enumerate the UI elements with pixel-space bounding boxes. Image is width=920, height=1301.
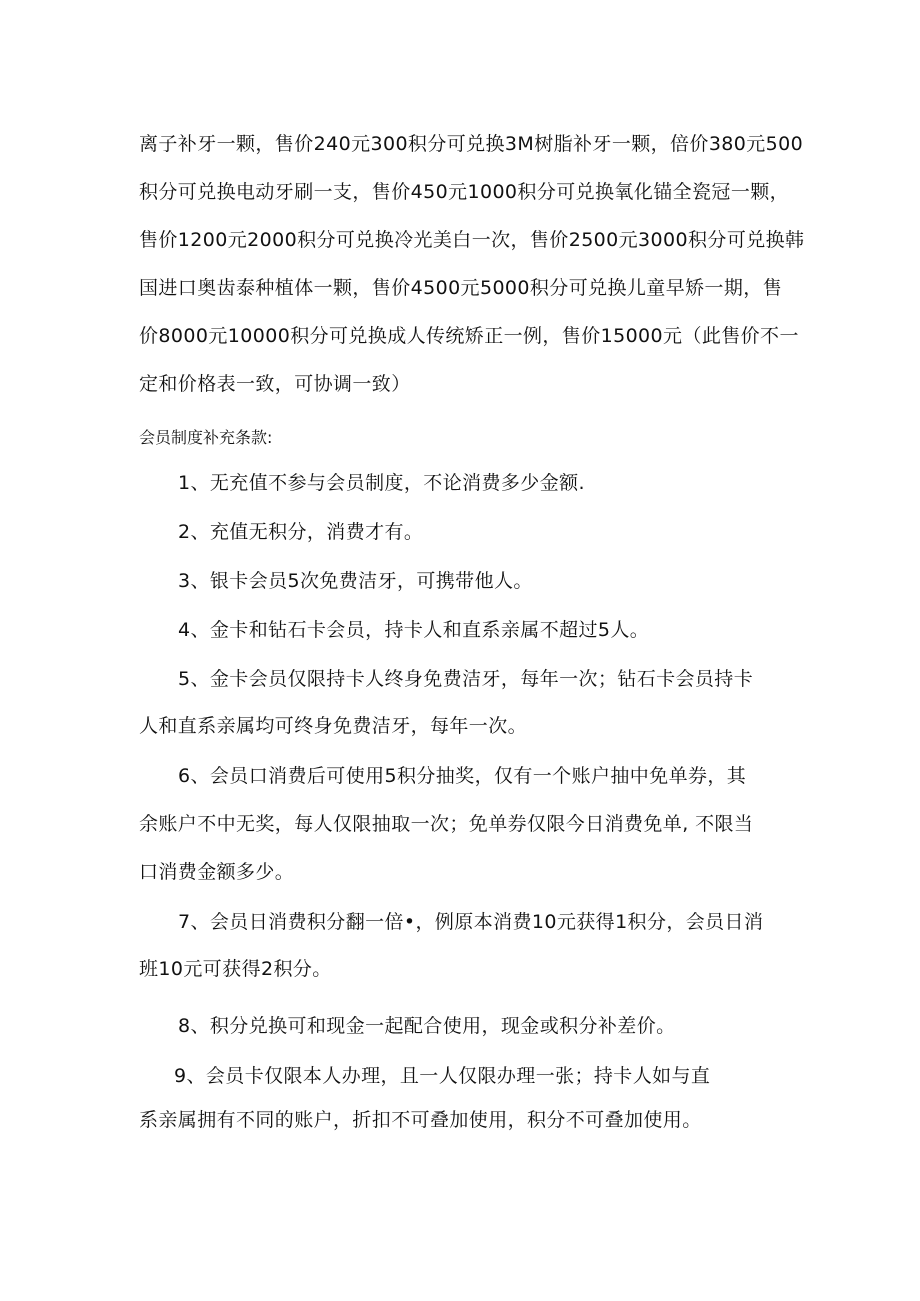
clause-4-line-1: 4、金卡和钻石卡会员，持卡人和直系亲属不超过5人。 (178, 619, 650, 641)
intro-line-1: 离子补牙一颗，售价240元300积分可兑换3M树脂补牙一颗，倍价380元500 (139, 133, 804, 155)
clause-6-line-3: 口消费金额多少。 (139, 861, 295, 883)
intro-line-2: 积分可兑换电动牙刷一支，售价450元1000积分可兑换氧化锚全瓷冠一颗， (139, 181, 790, 203)
intro-line-4: 国进口奥齿泰种植体一颗，售价4500元5000积分可兑换儿童早矫一期，售 (139, 277, 783, 299)
clause-8-line-1: 8、积分兑换可和现金一起配合使用，现金或积分补差价。 (178, 1015, 676, 1037)
clause-5-line-2: 人和直系亲属均可终身免费洁牙，每年一次。 (139, 715, 528, 737)
clause-1-line-1: 1、无充值不参与会员制度，不论消费多少金额. (178, 472, 585, 494)
clause-6-line-1: 6、会员口消费后可使用5积分抽奖，仅有一个账户抽中免单券，其 (178, 765, 747, 787)
clause-7-line-1: 7、会员日消费积分翻一倍•，例原本消费10元获得1积分，会员日消 (178, 911, 764, 933)
clause-7-line-2: 班10元可获得2积分。 (139, 958, 332, 980)
intro-line-5: 价8000元10000积分可兑换成人传统矫正一例，售价15000元（此售价不一 (139, 325, 799, 347)
section-heading: 会员制度补充条款: (139, 428, 273, 447)
clause-6-line-2: 余账户不中无奖，每人仅限抽取一次；免单券仅限今日消费免单, 不限当 (139, 813, 754, 835)
intro-line-3: 售价1200元2000积分可兑换冷光美白一次，售价2500元3000积分可兑换韩 (139, 229, 805, 251)
clause-3-line-1: 3、银卡会员5次免费洁牙，可携带他人。 (178, 570, 533, 592)
clause-9-line-1: 9、会员卡仅限本人办理，且一人仅限办理一张；持卡人如与直 (174, 1065, 711, 1087)
clause-2-line-1: 2、充值无积分，消费才有。 (178, 521, 424, 543)
clause-5-line-1: 5、金卡会员仅限持卡人终身免费洁牙，每年一次；钻石卡会员持卡 (178, 668, 754, 690)
clause-9-line-2: 系亲属拥有不同的账户，折扣不可叠加使用，积分不可叠加使用。 (139, 1109, 702, 1131)
intro-line-6: 定和价格表一致，可协调一致） (139, 373, 411, 395)
